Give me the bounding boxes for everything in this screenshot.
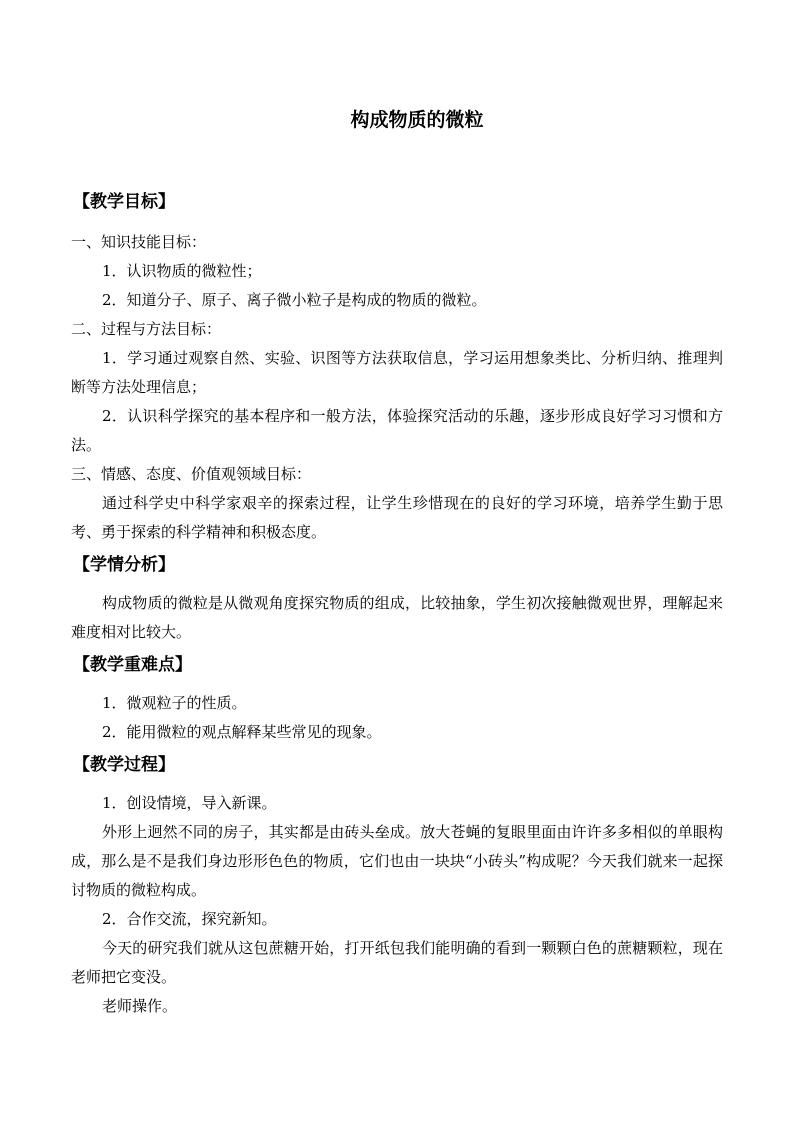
document-body [71, 188, 723, 1021]
key-point-item: 2．能用微粒的观点解释某些常见的现象。 [102, 723, 382, 741]
key-point-item: 1．微观粒子的性质。 [102, 694, 247, 712]
section-heading-key-points: 【教学重难点】 [73, 655, 192, 675]
process-step-title: 1．创设情境，导入新课。 [102, 794, 277, 812]
section-heading-process: 【教学过程】 [73, 755, 175, 775]
objective-knowledge-item: 1．认识物质的微粒性； [102, 262, 262, 280]
process-step-title: 2．合作交流，探究新知。 [102, 910, 277, 928]
analysis-text: 构成物质的微粒是从微观角度探究物质的组成，比较抽象，学生初次接触微观世界，理解起来难度相对比较大。 [71, 594, 723, 641]
objective-process-item: 1．学习通过观察自然、实验、识图等方法获取信息，学习运用想象类比、分析归纳、推理判断等方法处理信息； [71, 349, 723, 396]
document-title: 构成物质的微粒 [350, 109, 484, 131]
section-heading-analysis: 【学情分析】 [73, 555, 175, 575]
section-heading-objectives: 【教学目标】 [73, 192, 175, 212]
objective-emotion-heading: 三、情感、态度、价值观领域目标： [71, 465, 312, 483]
objective-knowledge-item: 2．知道分子、原子、离子微小粒子是构成的物质的微粒。 [102, 291, 487, 309]
objective-process-heading: 二、过程与方法目标： [71, 320, 222, 338]
objective-process-item: 2．认识科学探究的基本程序和一般方法，体验探究活动的乐趣，逐步形成良好学习习惯和方法。 [71, 407, 723, 454]
process-step-text: 今天的研究我们就从这包蔗糖开始，打开纸包我们能明确的看到一颗颗白色的蔗糖颗粒，现在老师把它变没。 [71, 939, 723, 986]
process-step-text: 老师操作。 [102, 997, 178, 1015]
objective-knowledge-heading: 一、知识技能目标： [71, 233, 207, 251]
process-step-text: 外形上迥然不同的房子，其实都是由砖头垒成。放大苍蝇的复眼里面由许许多多相似的单眼构成，那么是不是我们身边形形色色的物质，它们也由一块块“小砖头”构成呢？今天我们就来一起探讨物质的微粒构成。 [71, 823, 723, 899]
objective-emotion-text: 通过科学史中科学家艰辛的探索过程，让学生珍惜现在的良好的学习环境，培养学生勤于思考、勇于探索的科学精神和积极态度。 [71, 494, 723, 541]
